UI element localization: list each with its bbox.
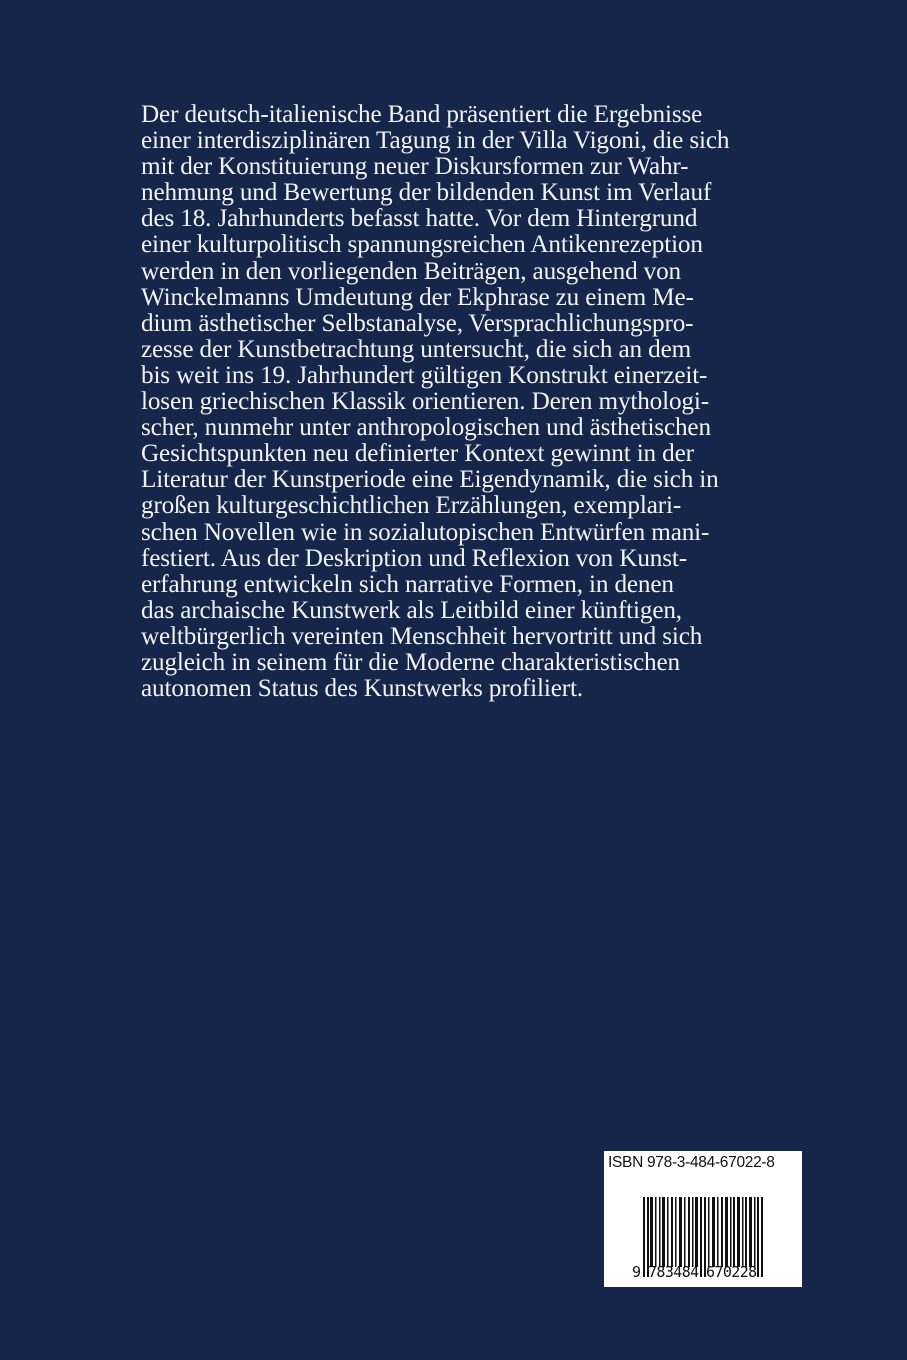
- isbn-label: ISBN 978-3-484-67022-8: [608, 1154, 775, 1171]
- blurb-line: schen Novellen wie in sozialutopischen Entwürfen mani-: [141, 518, 710, 546]
- blurb-line: weltbürgerlich vereinten Menschheit hervortritt und sich: [141, 622, 703, 650]
- blurb-line: scher, nunmehr unter anthropologischen und ästhetischen: [141, 414, 711, 442]
- barcode-left-digits: 783484: [648, 1263, 699, 1281]
- blurb-line: werden in den vorliegenden Beiträgen, ausgehend von: [141, 257, 681, 285]
- barcode-right-digits: 670228: [706, 1263, 757, 1281]
- blurb-line: großen kulturgeschichtlichen Erzählungen, exemplari-: [141, 492, 682, 520]
- blurb-line: autonomen Status des Kunstwerks profiliert.: [141, 675, 583, 703]
- barcode-first-digit: 9: [632, 1263, 642, 1281]
- blurb-line: zesse der Kunstbetrachtung untersucht, die sich an dem: [141, 335, 692, 363]
- blurb-line: Gesichtspunkten neu definierter Kontext gewinnt in der: [141, 440, 694, 468]
- blurb-line: einer kulturpolitisch spannungsreichen Antikenrezeption: [141, 231, 703, 259]
- blurb-text: [141, 102, 821, 702]
- blurb-line: Winckelmanns Umdeutung der Ekphrase zu einem Me-: [141, 283, 694, 311]
- blurb-line: bis weit ins 19. Jahrhundert gültigen Konstrukt einerzeit-: [141, 361, 708, 389]
- blurb-line: Der deutsch-italienische Band präsentiert die Ergebnisse: [141, 101, 703, 128]
- blurb-line: des 18. Jahrhunderts befasst hatte. Vor dem Hintergrund: [141, 205, 698, 233]
- blurb-line: nehmung und Bewertung der bildenden Kunst im Verlauf: [141, 179, 712, 207]
- isbn-barcode-box: [604, 1151, 802, 1287]
- blurb-line: mit der Konstituierung neuer Diskursformen zur Wahr-: [141, 153, 689, 181]
- blurb-line: zugleich in seinem für die Moderne charakteristischen: [141, 648, 680, 676]
- blurb-line: losen griechischen Klassik orientieren. Deren mythologi-: [141, 388, 709, 416]
- blurb-line: einer interdisziplinären Tagung in der Villa Vigoni, die sich: [141, 127, 730, 155]
- blurb-line: erfahrung entwickeln sich narrative Formen, in denen: [141, 570, 674, 598]
- blurb-line: dium ästhetischer Selbstanalyse, Versprachlichungspro-: [141, 309, 694, 337]
- blurb-line: das archaische Kunstwerk als Leitbild einer künftigen,: [141, 596, 682, 624]
- blurb-line: festiert. Aus der Deskription und Reflexion von Kunst-: [141, 544, 687, 572]
- blurb-line: Literatur der Kunstperiode eine Eigendynamik, die sich in: [141, 466, 719, 494]
